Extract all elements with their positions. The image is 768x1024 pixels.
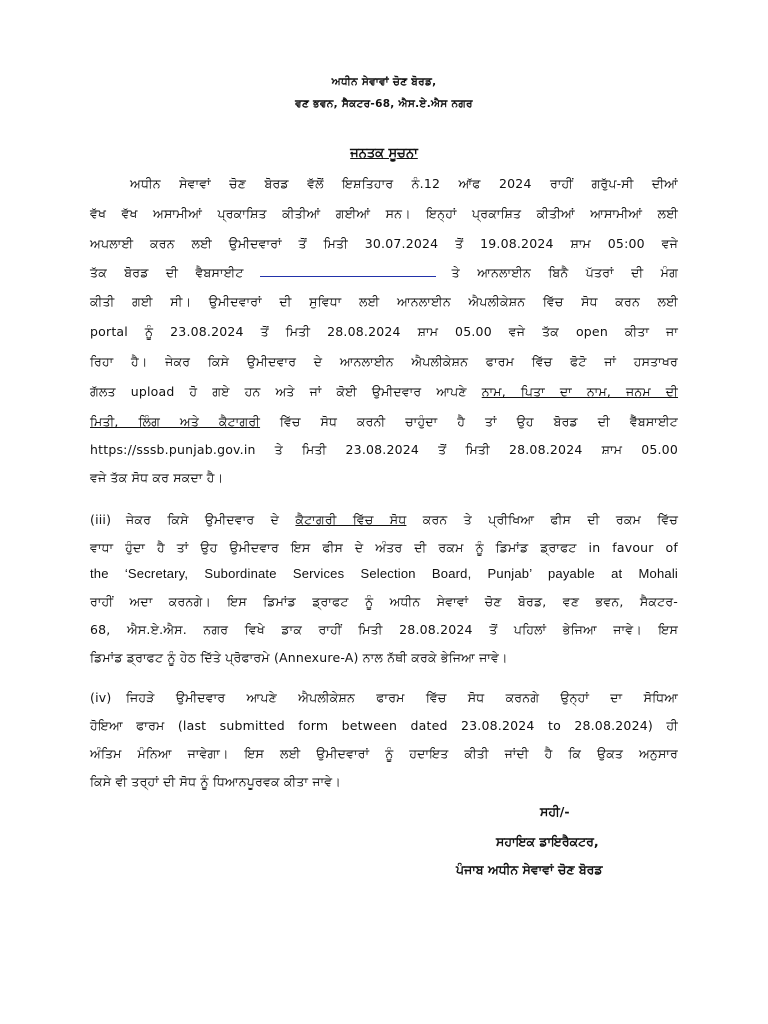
para2-line3: the ‘Secretary, Subordinate Services Selection Board, Punjab’ payable at Mohali	[90, 566, 678, 581]
header-address: ਵਣ ਭਵਨ, ਸੈਕਟਰ-68, ਐਸ.ਏ.ਐਸ ਨਗਰ	[295, 98, 473, 110]
para3-line1-text: ਜਿਹੜੇ ਉਮੀਦਵਾਰ ਆਪਣੇ ਐਪਲੀਕੇਸ਼ਨ ਫਾਰਮ ਵਿੱਚ ਸੋਧ ਕਰਨਗੇ ਉਨ੍ਹਾਂ ਦਾ ਸੋਧਿਆ	[126, 690, 678, 705]
para2-line4: ਰਾਹੀਂ ਅਦਾ ਕਰਨਗੇ। ਇਸ ਡਿਮਾਂਡ ਡ੍ਰਾਫਟ ਨੂੰ ਅਧੀਨ ਸੇਵਾਵਾਂ ਚੋਣ ਬੋਰਡ, ਵਣ ਭਵਨ, ਸੈਕਟਰ-	[90, 594, 678, 609]
para1-line10: https://sssb.punjab.gov.in ਤੇ ਮਿਤੀ 23.08.2024 ਤੋਂ ਮਿਤੀ 28.08.2024 ਸ਼ਾਮ 05.00	[90, 442, 678, 457]
underlined-name-fields: ਨਾਮ, ਪਿਤਾ ਦਾ ਨਾਮ, ਜਨਮ ਦੀ	[481, 384, 679, 399]
para1-line4-start: ਤੱਕ ਬੋਰਡ ਦੀ ਵੈਬਸਾਈਟ	[90, 265, 244, 280]
para2-line1-start: ਜੇਕਰ ਕਿਸੇ ਉਮੀਦਵਾਰ ਦੇ	[126, 512, 280, 527]
para2-line2: ਵਾਧਾ ਹੁੰਦਾ ਹੈ ਤਾਂ ਉਹ ਉਮੀਦਵਾਰ ਇਸ ਫੀਸ ਦੇ ਅੰਤਰ ਦੀ ਰਕਮ ਨੂੰ ਡਿਮਾਂਡ ਡ੍ਰਾਫਟ in favour of	[90, 540, 678, 555]
underlined-category-correction: ਕੈਟਾਗਰੀ ਵਿੱਚ ਸੋਧ	[295, 512, 407, 527]
para3-number: (iv)	[90, 690, 112, 705]
para1-line4-end: ਤੇ ਆਨਲਾਈਨ ਬਿਨੈ ਪੱਤਰਾਂ ਦੀ ਮੰਗ	[451, 265, 678, 280]
para2-number: (iii)	[90, 512, 112, 527]
header-board-name: ਅਧੀਨ ਸੇਵਾਵਾਂ ਚੋਣ ਬੋਰਡ,	[331, 76, 437, 88]
para2-line1-end: ਕਰਨ ਤੇ ਪ੍ਰੀਖਿਆ ਫੀਸ ਦੀ ਰਕਮ ਵਿੱਚ	[422, 512, 678, 527]
para1-line8-start: ਗੱਲਤ upload ਹੋ ਗਏ ਹਨ ਅਤੇ ਜਾਂ ਕੋਈ ਉਮੀਦਵਾਰ ਆਪਣੇ	[90, 384, 467, 399]
para3-line2: ਹੋਇਆ ਫਾਰਮ (last submitted form between dated 23.08.2024 to 28.08.2024) ਹੀ	[90, 718, 678, 733]
para1-line6: portal ਨੂੰ 23.08.2024 ਤੋਂ ਮਿਤੀ 28.08.2024 ਸ਼ਾਮ 05.00 ਵਜੇ ਤੱਕ open ਕੀਤਾ ਜਾ	[90, 324, 678, 339]
para1-line11: ਵਜੇ ਤੱਕ ਸੋਧ ਕਰ ਸਕਦਾ ਹੈ।	[90, 470, 224, 485]
signature-office: ਪੰਜਾਬ ਅਧੀਨ ਸੇਵਾਵਾਂ ਚੋਣ ਬੋਰਡ	[456, 862, 603, 877]
para1-line5: ਕੀਤੀ ਗਈ ਸੀ। ਉਮੀਦਵਾਰਾਂ ਦੀ ਸੁਵਿਧਾ ਲਈ ਆਨਲਾਈਨ ਐਪਲੀਕੇਸ਼ਨ ਵਿੱਚ ਸੋਧ ਕਰਨ ਲਈ	[90, 294, 678, 309]
para1-line9	[90, 414, 678, 430]
para1-line7: ਰਿਹਾ ਹੈ। ਜੇਕਰ ਕਿਸੇ ਉਮੀਦਵਾਰ ਦੇ ਆਨਲਾਈਨ ਐਪਲੀਕੇਸ਼ਨ ਫਾਰਮ ਵਿੱਚ ਫੋਟੋ ਜਾਂ ਹਸਤਾਖਰ	[90, 354, 678, 369]
para2-line5: 68, ਐਸ.ਏ.ਐਸ. ਨਗਰ ਵਿਖੇ ਡਾਕ ਰਾਹੀਂ ਮਿਤੀ 28.08.2024 ਤੋਂ ਪਹਿਲਾਂ ਭੇਜਿਆ ਜਾਵੇ। ਇਸ	[90, 622, 678, 637]
para3-line4: ਕਿਸੇ ਵੀ ਤਰ੍ਹਾਂ ਦੀ ਸੋਧ ਨੂੰ ਧਿਆਨਪੂਰਵਕ ਕੀਤਾ ਜਾਵੇ।	[90, 774, 341, 789]
para1-line8	[90, 384, 678, 400]
para2-line1	[90, 512, 678, 528]
para1-line3: ਅਪਲਾਈ ਕਰਨ ਲਈ ਉਮੀਦਵਾਰਾਂ ਤੋਂ ਮਿਤੀ 30.07.2024 ਤੋਂ 19.08.2024 ਸ਼ਾਮ 05:00 ਵਜੇ	[90, 236, 678, 251]
para1-line2: ਵੱਖ ਵੱਖ ਅਸਾਮੀਆਂ ਪ੍ਰਕਾਸ਼ਿਤ ਕੀਤੀਆਂ ਗਈਆਂ ਸਨ। ਇਨ੍ਹਾਂ ਪ੍ਰਕਾਸ਼ਿਤ ਕੀਤੀਆਂ ਆਸਾਮੀਆਂ ਲਈ	[90, 206, 678, 221]
para1-line1: ਅਧੀਨ ਸੇਵਾਵਾਂ ਚੋਣ ਬੋਰਡ ਵੱਲੋਂ ਇਸ਼ਤਿਹਾਰ ਨੰ.12 ਆੱਫ 2024 ਰਾਹੀਂ ਗਰੁੱਪ-ਸੀ ਦੀਆਂ	[130, 176, 678, 191]
para1-line4	[90, 264, 678, 281]
para2-line6: ਡਿਮਾਂਡ ਡ੍ਰਾਫਟ ਨੂੰ ਹੇਠ ਦਿੱਤੇ ਪ੍ਰੋਫਾਰਮੇ (Annexure-A) ਨਾਲ ਨੱਥੀ ਕਰਕੇ ਭੇਜਿਆ ਜਾਵੇ।	[90, 650, 508, 665]
para3-line1	[90, 690, 678, 706]
signature-sd: ਸਹੀ/-	[540, 804, 570, 819]
para1-line9-end: ਵਿੱਚ ਸੋਧ ਕਰਨੀ ਚਾਹੁੰਦਾ ਹੈ ਤਾਂ ਉਹ ਬੋਰਡ ਦੀ ਵੈੱਬਸਾਈਟ	[279, 414, 678, 429]
website-blank-underline	[260, 264, 436, 277]
para3-line3: ਅੰਤਿਮ ਮੰਨਿਆ ਜਾਵੇਗਾ। ਇਸ ਲਈ ਉਮੀਦਵਾਰਾਂ ਨੂੰ ਹਦਾਇਤ ਕੀਤੀ ਜਾਂਦੀ ਹੈ ਕਿ ਉਕਤ ਅਨੁਸਾਰ	[90, 746, 678, 761]
notice-title: ਜਨਤਕ ਸੂਚਨਾ	[350, 146, 418, 161]
signature-designation: ਸਹਾਇਕ ਡਾਇਰੈਕਟਰ,	[496, 834, 599, 849]
underlined-date-gender-category: ਮਿਤੀ, ਲਿੰਗ ਅਤੇ ਕੈਟਾਗਰੀ	[90, 414, 261, 429]
